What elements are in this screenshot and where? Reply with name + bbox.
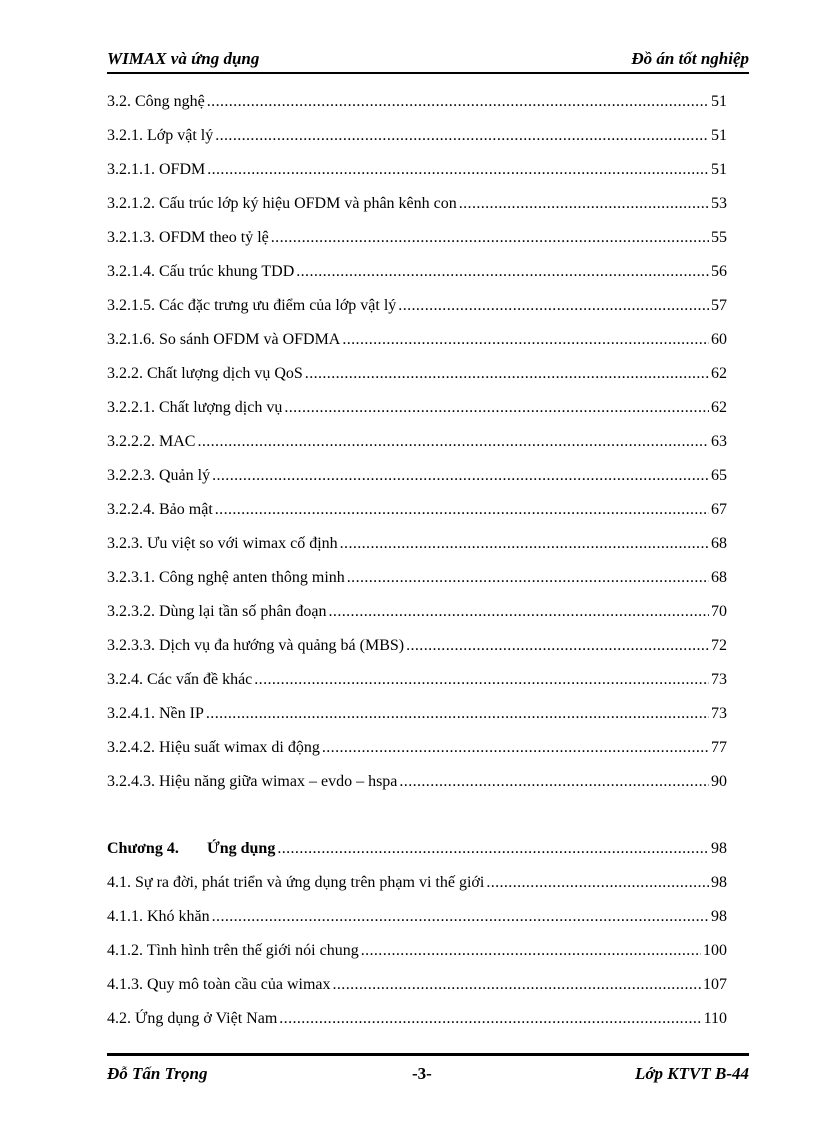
toc-entry-title: 3.2.4.3. Hiệu năng giữa wimax – evdo – hspa <box>107 773 398 790</box>
chapter-number: Chương 4. <box>107 840 179 857</box>
dot-leader <box>333 968 702 1002</box>
toc-entry-page: 62 <box>711 365 727 382</box>
toc-entry-title: 3.2.1.4. Cấu trúc khung TDD <box>107 263 295 280</box>
toc-entry-page: 110 <box>703 1010 727 1027</box>
toc-entry-page: 107 <box>703 976 727 993</box>
spacer <box>107 799 727 832</box>
toc-entry-page: 55 <box>711 229 727 246</box>
toc-entry[interactable] <box>107 391 727 425</box>
toc-entry-title: 3.2.4. Các vấn đề khác <box>107 671 253 688</box>
toc-entry-page: 98 <box>711 840 727 857</box>
page-header <box>107 48 749 74</box>
dot-leader <box>215 119 709 153</box>
dot-leader <box>212 900 709 934</box>
toc-entry-page: 68 <box>711 569 727 586</box>
toc-entry-title: 3.2.1.6. So sánh OFDM và OFDMA <box>107 331 341 348</box>
header-left: WIMAX và ứng dụng <box>107 49 260 68</box>
dot-leader <box>207 153 709 187</box>
toc-entry-page: 65 <box>711 467 727 484</box>
toc-entry-title: 3.2.2.1. Chất lượng dịch vụ <box>107 399 283 416</box>
toc-entry-title: 3.2.1. Lớp vật lý <box>107 127 214 144</box>
dot-leader <box>322 731 709 765</box>
toc-entry-page: 100 <box>703 942 727 959</box>
chapter-title: Ứng dụng <box>207 840 276 857</box>
toc-entry-title: 3.2.2.4. Bảo mật <box>107 501 213 518</box>
toc-entry-title: 4.1.2. Tình hình trên thế giới nói chung <box>107 942 359 959</box>
toc-entry-title: 3.2.3. Ưu việt so với wimax cố định <box>107 535 338 552</box>
toc-entry-page: 51 <box>711 127 727 144</box>
toc-entry-title: 3.2.1.5. Các đặc trưng ưu điểm của lớp vật lý <box>107 297 397 314</box>
toc-entry-page: 63 <box>711 433 727 450</box>
toc-entry-title: 3.2.1.2. Cấu trúc lớp ký hiệu OFDM và phân kênh con <box>107 195 457 212</box>
dot-leader <box>459 187 709 221</box>
toc-entry[interactable] <box>107 731 727 765</box>
footer-rule <box>107 1053 749 1056</box>
toc-entry[interactable] <box>107 187 727 221</box>
toc-entry-page: 62 <box>711 399 727 416</box>
toc-entry-page: 98 <box>711 908 727 925</box>
toc-entry[interactable] <box>107 1002 727 1036</box>
toc-entry[interactable] <box>107 425 727 459</box>
toc-entry-page: 98 <box>711 874 727 891</box>
page-number: -3- <box>412 1064 432 1083</box>
toc-entry-page: 90 <box>711 773 727 790</box>
toc-entry[interactable] <box>107 221 727 255</box>
toc-entry-title: 3.2.2.3. Quản lý <box>107 467 211 484</box>
toc-entry-title: 4.1.3. Quy mô toàn cầu của wimax <box>107 976 331 993</box>
toc-entry-page: 70 <box>711 603 727 620</box>
toc-entry-page: 73 <box>711 705 727 722</box>
toc-entry-page: 53 <box>711 195 727 212</box>
toc-entry-title: 3.2. Công nghệ <box>107 93 205 110</box>
toc-entry-title: 3.2.2.2. MAC <box>107 433 196 450</box>
page-footer <box>107 1064 749 1084</box>
dot-leader <box>340 527 709 561</box>
toc-entry-title: 3.2.3.1. Công nghệ anten thông minh <box>107 569 345 586</box>
toc-entry-title: 4.1. Sự ra đời, phát triển và ứng dụng trên phạm vi thế giới <box>107 874 485 891</box>
toc-entry[interactable] <box>107 765 727 799</box>
dot-leader <box>347 561 709 595</box>
table-of-contents <box>107 85 727 1036</box>
dot-leader <box>486 866 709 900</box>
toc-entry-title: 4.1.1. Khó khăn <box>107 908 210 925</box>
dot-leader <box>399 765 709 799</box>
dot-leader <box>271 221 709 255</box>
toc-entry[interactable] <box>107 153 727 187</box>
header-right: Đồ án tốt nghiệp <box>631 49 749 68</box>
dot-leader <box>206 697 709 731</box>
toc-entry-page: 60 <box>711 331 727 348</box>
dot-leader <box>406 629 709 663</box>
toc-entry[interactable] <box>107 561 727 595</box>
toc-entry[interactable] <box>107 289 727 323</box>
toc-entry[interactable] <box>107 357 727 391</box>
dot-leader <box>254 663 709 697</box>
dot-leader <box>277 832 709 866</box>
dot-leader <box>296 255 709 289</box>
toc-entry[interactable] <box>107 866 727 900</box>
toc-entry-title: 3.2.1.3. OFDM theo tỷ lệ <box>107 229 269 246</box>
footer-class: Lớp KTVT B-44 <box>635 1064 749 1083</box>
dot-leader <box>361 934 701 968</box>
toc-entry[interactable] <box>107 323 727 357</box>
footer-author: Đỗ Tấn Trọng <box>107 1064 208 1083</box>
toc-entry[interactable] <box>107 900 727 934</box>
toc-entry[interactable] <box>107 119 727 153</box>
toc-entry[interactable] <box>107 459 727 493</box>
dot-leader <box>305 357 709 391</box>
toc-entry-title: 3.2.1.1. OFDM <box>107 161 206 178</box>
toc-entry[interactable] <box>107 629 727 663</box>
toc-entry-page: 68 <box>711 535 727 552</box>
toc-entry-title: 3.2.3.3. Dịch vụ đa hướng và quảng bá (MBS) <box>107 637 405 654</box>
toc-entry[interactable] <box>107 934 727 968</box>
toc-entry[interactable] <box>107 493 727 527</box>
toc-entry-title: 3.2.3.2. Dùng lại tần số phân đoạn <box>107 603 327 620</box>
dot-leader <box>284 391 709 425</box>
toc-entry[interactable] <box>107 663 727 697</box>
toc-entry-title: 3.2.4.2. Hiệu suất wimax di động <box>107 739 320 756</box>
toc-entry[interactable] <box>107 595 727 629</box>
toc-entry-page: 51 <box>711 161 727 178</box>
toc-entry[interactable] <box>107 255 727 289</box>
toc-entry-page: 72 <box>711 637 727 654</box>
toc-chapter-entry[interactable] <box>107 832 727 866</box>
toc-entry-page: 67 <box>711 501 727 518</box>
toc-entry-title: 3.2.4.1. Nền IP <box>107 705 204 722</box>
toc-entry[interactable] <box>107 85 727 119</box>
toc-entry[interactable] <box>107 697 727 731</box>
dot-leader <box>279 1002 701 1036</box>
dot-leader <box>398 289 709 323</box>
dot-leader <box>215 493 709 527</box>
dot-leader <box>329 595 709 629</box>
toc-entry[interactable] <box>107 968 727 1002</box>
toc-entry-page: 73 <box>711 671 727 688</box>
toc-entry-title: 3.2.2. Chất lượng dịch vụ QoS <box>107 365 303 382</box>
toc-entry-page: 77 <box>711 739 727 756</box>
toc-entry-page: 51 <box>711 93 727 110</box>
dot-leader <box>207 85 709 119</box>
toc-entry[interactable] <box>107 527 727 561</box>
chapter-title-group <box>107 832 275 866</box>
dot-leader <box>342 323 709 357</box>
dot-leader <box>197 425 709 459</box>
dot-leader <box>212 459 709 493</box>
toc-entry-title: 4.2. Ứng dụng ở Việt Nam <box>107 1010 278 1027</box>
toc-entry-page: 56 <box>711 263 727 280</box>
toc-entry-page: 57 <box>711 297 727 314</box>
